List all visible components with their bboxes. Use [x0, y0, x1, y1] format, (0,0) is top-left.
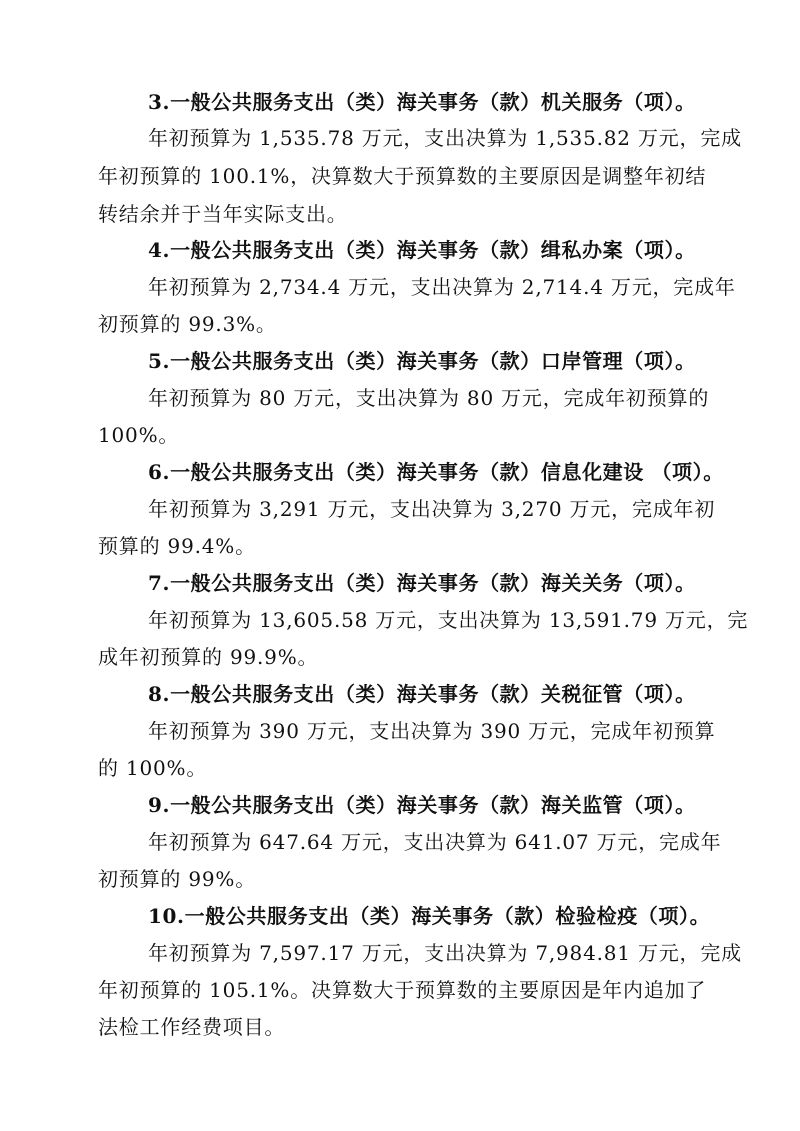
section-text-line: 预算的 99.4%。 — [98, 534, 256, 558]
section-text-line: 年初预算为 2,734.4 万元，支出决算为 2,714.4 万元，完成年 — [148, 275, 736, 299]
section-text-line: 的 100%。 — [98, 756, 208, 780]
section-text-line: 初预算的 99%。 — [98, 867, 257, 891]
section-heading: 6.一般公共服务支出（类）海关事务（款）信息化建设 （项）。 — [148, 460, 724, 484]
section-text-line: 年初预算的 105.1%。决算数大于预算数的主要原因是年内追加了 — [98, 978, 707, 1002]
section-text-line: 年初预算为 80 万元，支出决算为 80 万元，完成年初预算的 — [148, 386, 710, 410]
section-text-line: 年初预算的 100.1%，决算数大于预算数的主要原因是调整年初结 — [98, 164, 707, 188]
section-heading: 9.一般公共服务支出（类）海关事务（款）海关监管（项）。 — [148, 793, 696, 817]
section-heading: 3.一般公共服务支出（类）海关事务（款）机关服务（项）。 — [148, 90, 696, 114]
section-text-line: 年初预算为 3,291 万元，支出决算为 3,270 万元，完成年初 — [148, 497, 716, 521]
section-text-line: 年初预算为 13,605.58 万元，支出决算为 13,591.79 万元，完 — [148, 608, 749, 632]
section-text-line: 成年初预算的 99.9%。 — [98, 645, 319, 669]
section-text-line: 转结余并于当年实际支出。 — [98, 202, 348, 226]
section-heading: 8.一般公共服务支出（类）海关事务（款）关税征管（项）。 — [148, 682, 696, 706]
section-text-line: 年初预算为 647.64 万元，支出决算为 641.07 万元，完成年 — [148, 830, 722, 854]
section-heading: 5.一般公共服务支出（类）海关事务（款）口岸管理（项）。 — [148, 349, 696, 373]
section-text-line: 初预算的 99.3%。 — [98, 312, 277, 336]
section-text-line: 年初预算为 7,597.17 万元，支出决算为 7,984.81 万元，完成 — [148, 941, 742, 965]
section-heading: 7.一般公共服务支出（类）海关事务（款）海关关务（项）。 — [148, 571, 696, 595]
section-text-line: 100%。 — [98, 423, 180, 447]
section-text-line: 年初预算为 1,535.78 万元，支出决算为 1,535.82 万元，完成 — [148, 126, 742, 150]
section-text-line: 年初预算为 390 万元，支出决算为 390 万元，完成年初预算 — [148, 719, 716, 743]
section-text-line: 法检工作经费项目。 — [98, 1015, 286, 1039]
section-heading: 4.一般公共服务支出（类）海关事务（款）缉私办案（项）。 — [148, 238, 696, 262]
section-heading: 10.一般公共服务支出（类）海关事务（款）检验检疫（项）。 — [148, 904, 711, 928]
